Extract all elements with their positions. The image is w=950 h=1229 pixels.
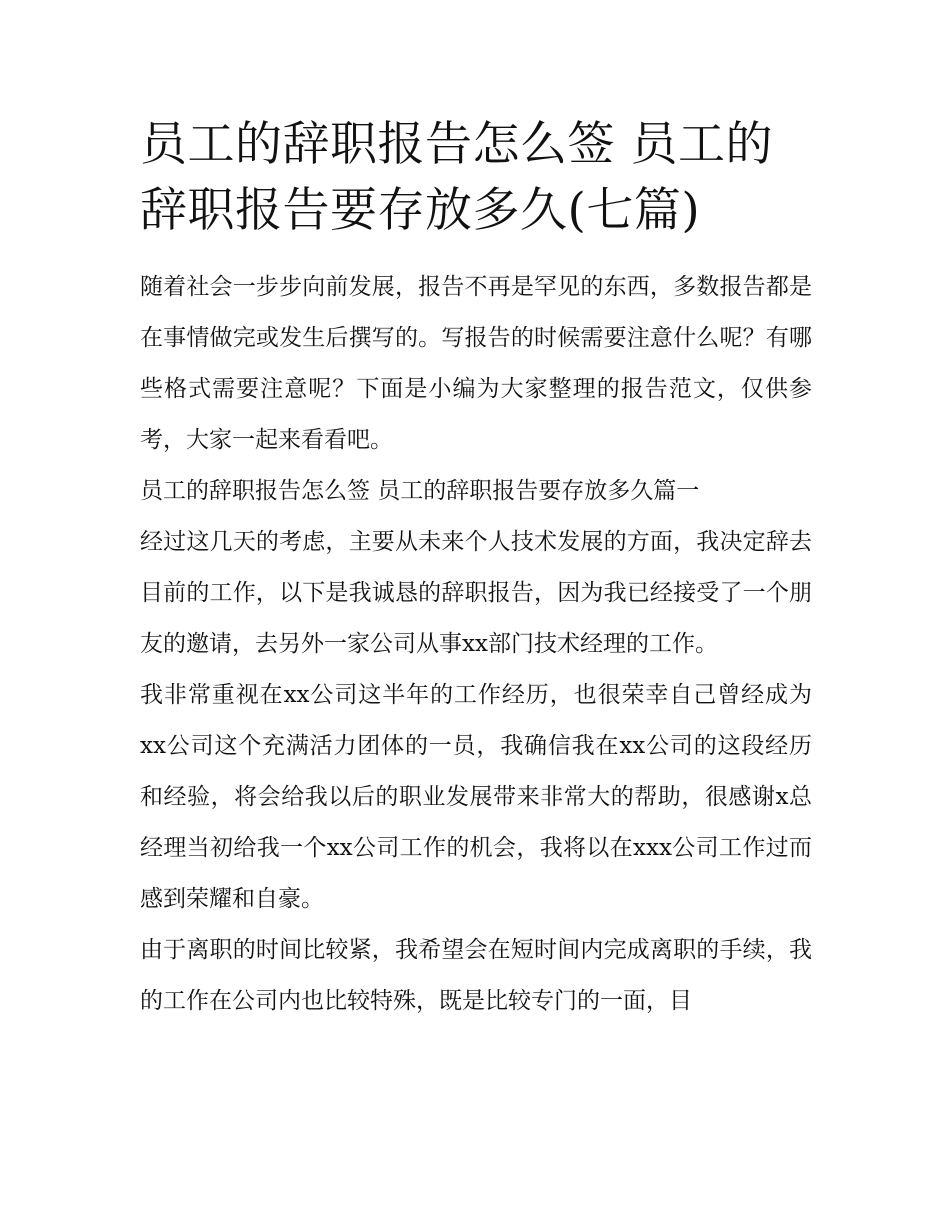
title-line-1: 员工的辞职报告怎么签 员工的 bbox=[140, 117, 773, 172]
document-body bbox=[140, 112, 812, 1027]
body-paragraph-3: 由于离职的时间比较紧，我希望会在短时间内完成离职的手续，我的工作在公司内也比较特殊，既是比较专门的一面，目 bbox=[140, 937, 812, 1014]
section-heading-1: 员工的辞职报告怎么签 员工的辞职报告要存放多久篇一 bbox=[140, 478, 700, 504]
title-line-2: 辞职报告要存放多久(七篇) bbox=[140, 183, 701, 238]
intro-paragraph: 随着社会一步步向前发展，报告不再是罕见的东西，多数报告都是在事情做完或发生后撰写的。写报告的时候需要注意什么呢？有哪些格式需要注意呢？下面是小编为大家整理的报告范文，仅供参考，大家一起来看看吧。 bbox=[140, 274, 812, 453]
document-title bbox=[140, 112, 812, 244]
body-paragraph-1: 经过这几天的考虑，主要从未来个人技术发展的方面，我决定辞去目前的工作，以下是我诚恳的辞职报告，因为我已经接受了一个朋友的邀请，去另外一家公司从事xx部门技术经理的工作。 bbox=[140, 529, 812, 657]
body-paragraph-2: 我非常重视在xx公司这半年的工作经历，也很荣幸自己曾经成为xx公司这个充满活力团体的一员，我确信我在xx公司的这段经历和经验，将会给我以后的职业发展带来非常大的帮助，很感谢x总经理当初给我一个xx公司工作的机会，我将以在xxx公司工作过而感到荣耀和自豪。 bbox=[140, 682, 812, 912]
